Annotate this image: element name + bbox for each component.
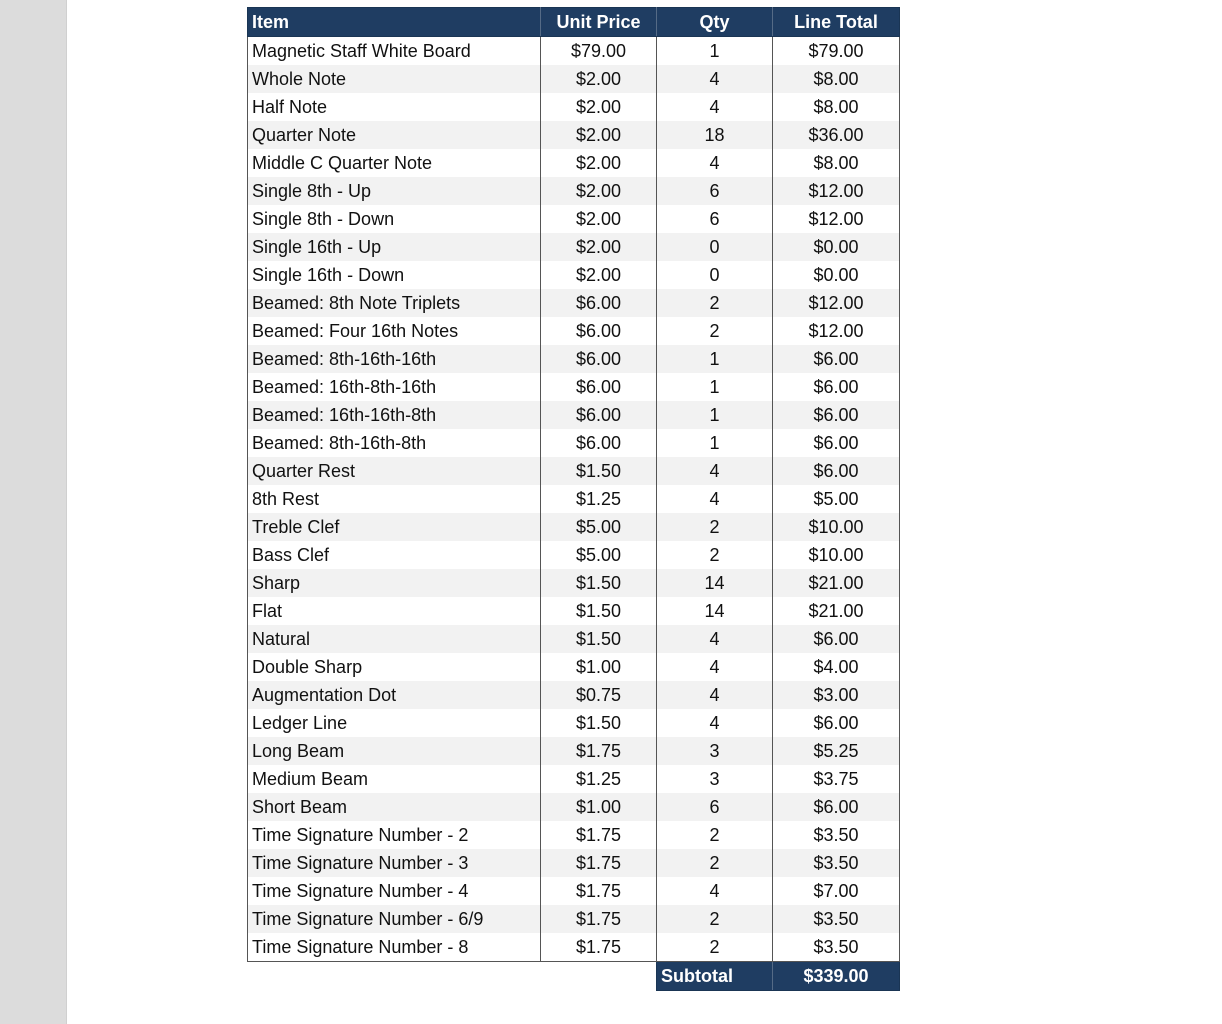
cell-qty[interactable]: 0 [657,261,773,289]
cell-qty[interactable]: 6 [657,793,773,821]
subtotal-spacer [541,962,657,991]
cell-line-total[interactable]: $6.00 [773,373,900,401]
cell-qty[interactable]: 4 [657,625,773,653]
cell-line-total[interactable]: $6.00 [773,429,900,457]
cell-unit-price[interactable]: $6.00 [541,317,657,345]
cell-qty[interactable]: 2 [657,933,773,962]
cell-qty[interactable]: 1 [657,345,773,373]
table-row [248,317,900,345]
cell-qty[interactable]: 1 [657,401,773,429]
cell-item[interactable]: Time Signature Number - 3 [248,849,541,877]
cell-item[interactable]: Short Beam [248,793,541,821]
cell-qty[interactable]: 2 [657,513,773,541]
cell-unit-price[interactable]: $5.00 [541,513,657,541]
table-row [248,373,900,401]
cell-unit-price[interactable]: $1.00 [541,793,657,821]
cell-item[interactable]: Augmentation Dot [248,681,541,709]
table-row [248,793,900,821]
cell-unit-price[interactable]: $6.00 [541,401,657,429]
cell-item[interactable]: Treble Clef [248,513,541,541]
cell-unit-price[interactable]: $1.25 [541,485,657,513]
cell-item[interactable]: Medium Beam [248,765,541,793]
table-row [248,485,900,513]
cell-unit-price[interactable]: $1.50 [541,569,657,597]
cell-line-total[interactable]: $6.00 [773,401,900,429]
subtotal-value: $339.00 [773,962,900,991]
table-row [248,653,900,681]
cell-unit-price[interactable]: $2.00 [541,65,657,93]
cell-item[interactable]: Beamed: 8th Note Triplets [248,289,541,317]
cell-qty[interactable]: 4 [657,485,773,513]
cell-item[interactable]: Single 16th - Down [248,261,541,289]
cell-line-total[interactable]: $5.25 [773,737,900,765]
table-row [248,625,900,653]
cell-unit-price[interactable]: $1.75 [541,849,657,877]
cell-item[interactable]: Flat [248,597,541,625]
cell-line-total[interactable]: $3.50 [773,933,900,962]
cell-unit-price[interactable]: $1.75 [541,737,657,765]
cell-line-total[interactable]: $3.75 [773,765,900,793]
table-row [248,737,900,765]
cell-item[interactable]: Time Signature Number - 8 [248,933,541,962]
table-row [248,205,900,233]
cell-item[interactable]: Quarter Rest [248,457,541,485]
subtotal-spacer [248,962,541,991]
cell-qty[interactable]: 1 [657,429,773,457]
cell-line-total[interactable]: $12.00 [773,317,900,345]
cell-qty[interactable]: 2 [657,905,773,933]
table-row [248,933,900,962]
table-body [248,37,900,962]
cell-line-total[interactable]: $0.00 [773,233,900,261]
cell-qty[interactable]: 4 [657,457,773,485]
cell-qty[interactable]: 14 [657,569,773,597]
cell-item[interactable]: Ledger Line [248,709,541,737]
cell-item[interactable]: Time Signature Number - 2 [248,821,541,849]
cell-unit-price[interactable]: $1.75 [541,933,657,962]
cell-line-total[interactable]: $21.00 [773,569,900,597]
cell-unit-price[interactable]: $1.50 [541,625,657,653]
price-sheet [247,7,900,991]
cell-unit-price[interactable]: $0.75 [541,681,657,709]
cell-item[interactable]: Magnetic Staff White Board [248,37,541,66]
cell-unit-price[interactable]: $6.00 [541,289,657,317]
cell-line-total[interactable]: $6.00 [773,345,900,373]
table-row [248,681,900,709]
cell-qty[interactable]: 4 [657,65,773,93]
cell-unit-price[interactable]: $1.75 [541,821,657,849]
cell-item[interactable]: Beamed: 8th-16th-16th [248,345,541,373]
cell-item[interactable]: Bass Clef [248,541,541,569]
cell-unit-price[interactable]: $6.00 [541,373,657,401]
cell-unit-price[interactable]: $2.00 [541,177,657,205]
cell-line-total[interactable]: $6.00 [773,457,900,485]
header-line-total: Line Total [773,8,900,37]
cell-qty[interactable]: 3 [657,737,773,765]
cell-item[interactable]: Beamed: 8th-16th-8th [248,429,541,457]
header-item: Item [248,8,541,37]
subtotal-row [248,962,900,991]
cell-unit-price[interactable]: $79.00 [541,37,657,66]
cell-line-total[interactable]: $7.00 [773,877,900,905]
header-qty: Qty [657,8,773,37]
cell-unit-price[interactable]: $6.00 [541,345,657,373]
cell-item[interactable]: Whole Note [248,65,541,93]
cell-unit-price[interactable]: $1.75 [541,877,657,905]
cell-qty[interactable]: 3 [657,765,773,793]
table-row [248,765,900,793]
cell-item[interactable]: Natural [248,625,541,653]
cell-line-total[interactable]: $0.00 [773,261,900,289]
cell-item[interactable]: Quarter Note [248,121,541,149]
cell-line-total[interactable]: $4.00 [773,653,900,681]
cell-item[interactable]: Beamed: 16th-16th-8th [248,401,541,429]
cell-unit-price[interactable]: $1.25 [541,765,657,793]
table-row [248,569,900,597]
cell-unit-price[interactable]: $1.50 [541,709,657,737]
table-row [248,709,900,737]
header-row [248,8,900,37]
table-row [248,233,900,261]
cell-unit-price[interactable]: $1.75 [541,905,657,933]
table-row [248,93,900,121]
cell-line-total[interactable]: $36.00 [773,121,900,149]
cell-qty[interactable]: 4 [657,653,773,681]
cell-qty[interactable]: 0 [657,233,773,261]
cell-item[interactable]: Double Sharp [248,653,541,681]
cell-unit-price[interactable]: $2.00 [541,261,657,289]
cell-item[interactable]: Beamed: 16th-8th-16th [248,373,541,401]
cell-qty[interactable]: 1 [657,373,773,401]
table-row [248,457,900,485]
cell-line-total[interactable]: $12.00 [773,177,900,205]
cell-qty[interactable]: 4 [657,149,773,177]
cell-line-total[interactable]: $5.00 [773,485,900,513]
cell-line-total[interactable]: $12.00 [773,289,900,317]
cell-qty[interactable]: 1 [657,37,773,66]
cell-item[interactable]: Single 8th - Up [248,177,541,205]
table-row [248,289,900,317]
cell-qty[interactable]: 2 [657,289,773,317]
table-row [248,149,900,177]
cell-item[interactable]: Long Beam [248,737,541,765]
cell-line-total[interactable]: $6.00 [773,709,900,737]
cell-item[interactable]: Half Note [248,93,541,121]
cell-unit-price[interactable]: $5.00 [541,541,657,569]
cell-line-total[interactable]: $6.00 [773,793,900,821]
table-row [248,905,900,933]
cell-unit-price[interactable]: $1.00 [541,653,657,681]
table-row [248,597,900,625]
table-row [248,513,900,541]
table-row [248,877,900,905]
cell-line-total[interactable]: $3.50 [773,821,900,849]
cell-item[interactable]: Beamed: Four 16th Notes [248,317,541,345]
cell-qty[interactable]: 6 [657,177,773,205]
table-row [248,121,900,149]
cell-qty[interactable]: 4 [657,877,773,905]
cell-line-total[interactable]: $79.00 [773,37,900,66]
cell-item[interactable]: Single 16th - Up [248,233,541,261]
cell-qty[interactable]: 2 [657,821,773,849]
cell-line-total[interactable]: $12.00 [773,205,900,233]
cell-unit-price[interactable]: $6.00 [541,429,657,457]
cell-item[interactable]: 8th Rest [248,485,541,513]
subtotal-label: Subtotal [657,962,773,991]
cell-unit-price[interactable]: $2.00 [541,149,657,177]
cell-line-total[interactable]: $10.00 [773,541,900,569]
cell-qty[interactable]: 4 [657,93,773,121]
cell-unit-price[interactable]: $1.50 [541,457,657,485]
cell-line-total[interactable]: $8.00 [773,93,900,121]
table-row [248,821,900,849]
cell-unit-price[interactable]: $1.50 [541,597,657,625]
left-gutter [0,0,67,1024]
table-row [248,429,900,457]
table-row [248,345,900,373]
cell-item[interactable]: Middle C Quarter Note [248,149,541,177]
cell-item[interactable]: Time Signature Number - 4 [248,877,541,905]
table-row [248,37,900,66]
cell-line-total[interactable]: $8.00 [773,65,900,93]
cell-item[interactable]: Time Signature Number - 6/9 [248,905,541,933]
cell-line-total[interactable]: $21.00 [773,597,900,625]
cell-qty[interactable]: 2 [657,317,773,345]
cell-line-total[interactable]: $3.00 [773,681,900,709]
cell-line-total[interactable]: $10.00 [773,513,900,541]
table-row [248,261,900,289]
cell-qty[interactable]: 4 [657,709,773,737]
cell-unit-price[interactable]: $2.00 [541,121,657,149]
cell-qty[interactable]: 4 [657,681,773,709]
table-row [248,401,900,429]
cell-line-total[interactable]: $8.00 [773,149,900,177]
table-row [248,65,900,93]
cell-unit-price[interactable]: $2.00 [541,233,657,261]
cell-line-total[interactable]: $6.00 [773,625,900,653]
cell-unit-price[interactable]: $2.00 [541,205,657,233]
cell-line-total[interactable]: $3.50 [773,849,900,877]
cell-item[interactable]: Sharp [248,569,541,597]
table-row [248,541,900,569]
cell-qty[interactable]: 6 [657,205,773,233]
table-row [248,849,900,877]
cell-line-total[interactable]: $3.50 [773,905,900,933]
cell-qty[interactable]: 18 [657,121,773,149]
price-table [247,7,900,991]
cell-unit-price[interactable]: $2.00 [541,93,657,121]
cell-qty[interactable]: 14 [657,597,773,625]
cell-qty[interactable]: 2 [657,541,773,569]
cell-qty[interactable]: 2 [657,849,773,877]
cell-item[interactable]: Single 8th - Down [248,205,541,233]
table-row [248,177,900,205]
header-unit-price: Unit Price [541,8,657,37]
